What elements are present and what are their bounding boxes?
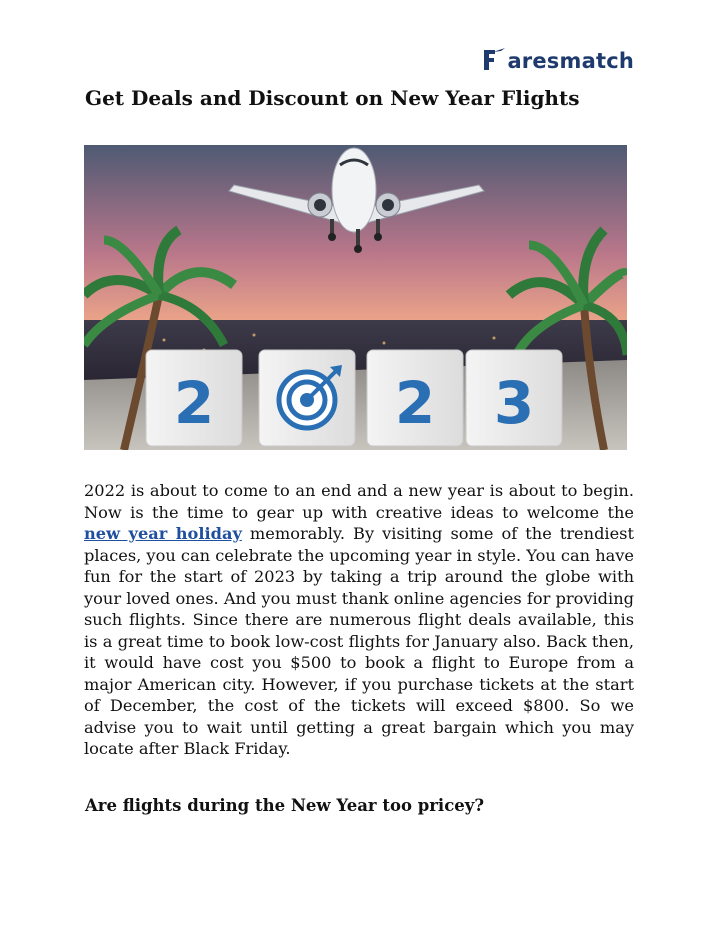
brand-logo[interactable] [479,46,634,76]
section-heading: Are flights during the New Year too pricey? [85,796,484,815]
article-intro: 2022 is about to come to an end and a new year is about to begin. Now is the time to gear up with creative ideas to welcome the [84,481,634,522]
new-year-holiday-link[interactable]: new year holiday [84,524,242,543]
svg-text:2: 2 [173,369,215,437]
hero-image [84,145,627,450]
svg-text:3: 3 [493,369,535,437]
f-plane-icon [479,46,505,76]
article-paragraph [84,480,634,760]
brand-logo-text: aresmatch [507,48,634,73]
article-body: memorably. By visiting some of the trendiest places, you can celebrate the upcoming year in style. You can have fun for the start of 2023 by taking a trip around the globe with your loved ones. And you must thank online agencies for providing such flights. Since there are numerous flight deals available, this is a great time to book low-cost flights for January also. Back then, it would have cost you $500 to book a flight to Europe from a major American city. However, if you purchase tickets at the start of December, the cost of the tickets will exceed $800. So we advise you to wait until getting a great bargain which you may locate after Black Friday. [84,524,634,758]
svg-text:2: 2 [394,369,436,437]
page-title: Get Deals and Discount on New Year Flights [85,86,580,110]
